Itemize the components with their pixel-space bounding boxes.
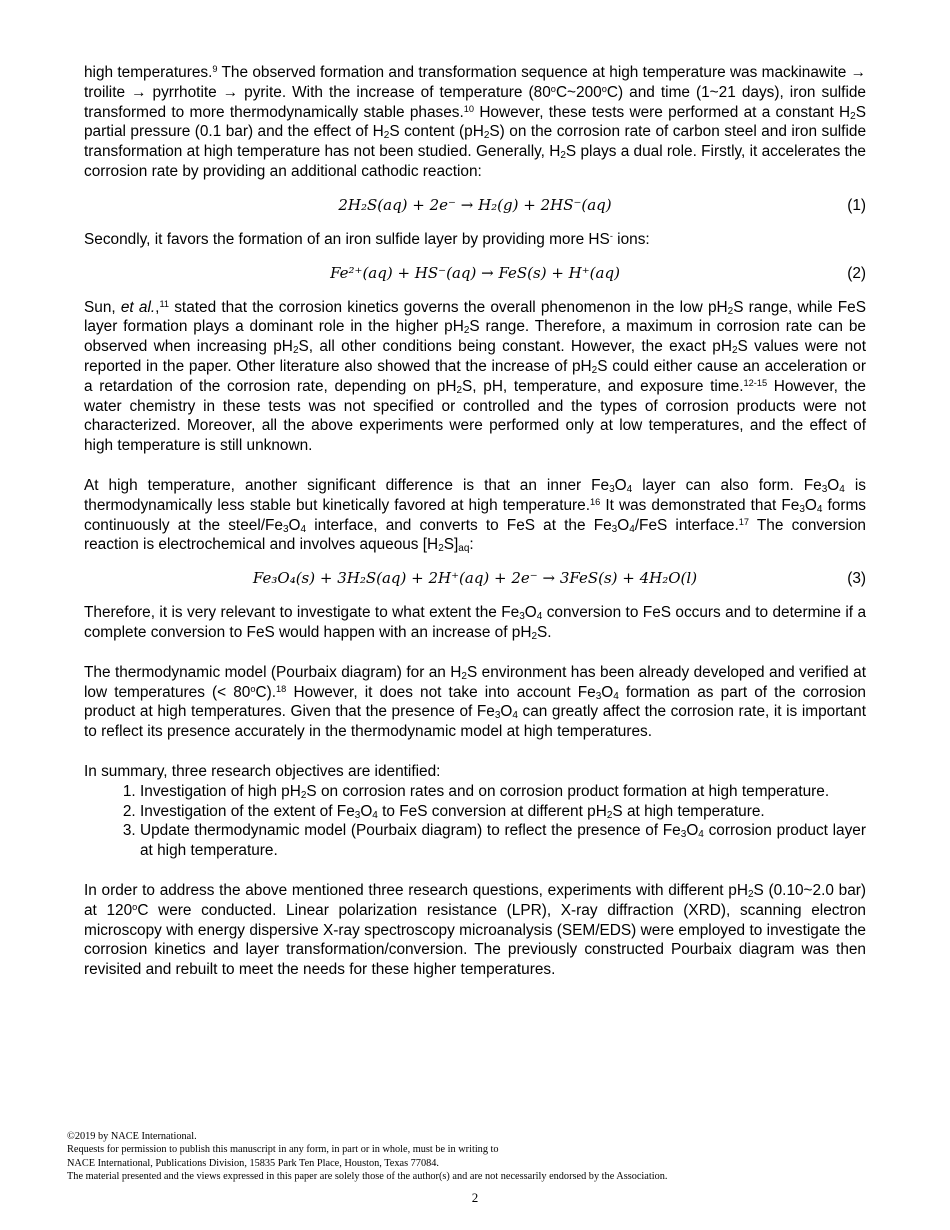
text: O: [360, 802, 373, 820]
degree: o: [601, 83, 607, 94]
text: S range, while FeS layer formation plays a dominant role in the higher pH: [84, 298, 867, 336]
text: S values were not reported in the paper. Other literature also showed that the increase of pH: [84, 338, 867, 375]
text: However, it does not take into account Fe: [286, 683, 596, 701]
text: S content (pH: [389, 123, 484, 141]
subscript: 4: [512, 710, 518, 722]
equation-number: (1): [847, 196, 866, 214]
text: The conversion reaction is electrochemical and involves aqueous [H: [84, 516, 866, 554]
subscript: 3: [680, 829, 687, 841]
paragraph-8: [84, 881, 866, 980]
text: C).: [255, 683, 277, 701]
text: S) on the corrosion rate of carbon steel and iron sulfide transformation at high temperature has not been studied. Generally, H: [84, 123, 866, 161]
citation: 10: [463, 103, 475, 114]
text: S, all other conditions being constant. However, the exact pH: [298, 338, 732, 356]
text: :: [469, 536, 474, 554]
subscript: 3: [354, 809, 361, 821]
text: interface, and converts to FeS at the Fe: [306, 516, 612, 534]
text: formation as part of the corrosion product at high temperatures. Given that the presence of Fe: [84, 683, 866, 721]
footer-line: NACE International, Publications Division, 15835 Park Ten Place, Houston, Texas 77084.: [67, 1157, 439, 1169]
subscript: 2: [292, 345, 299, 357]
list-item: [140, 782, 866, 802]
text: In summary, three research objectives are identified:: [84, 762, 441, 780]
citation: 9: [212, 63, 218, 74]
text: However, the water chemistry in these tests was not specified or controlled and the types of corrosion products were not characterized. Moreover, all the above experiments were performed only at low temperatures, and the effect of high temperature is still unknown.: [84, 377, 866, 455]
subscript: 3: [519, 611, 525, 623]
text-italic: et al.: [120, 298, 156, 316]
citation: 16: [590, 496, 601, 507]
paragraph-4: [84, 476, 866, 555]
text: O: [500, 703, 513, 721]
text: Therefore, it is very relevant to investigate to what extent the Fe: [84, 604, 520, 622]
subscript: 2: [731, 345, 738, 357]
equation-1: [84, 196, 866, 216]
subscript: 3: [282, 523, 289, 535]
text: S could either cause an acceleration or a retardation of the corrosion rate, depending on pH: [84, 357, 866, 395]
text: O: [614, 476, 627, 494]
subscript: 2: [606, 809, 613, 821]
subscript: 2: [483, 130, 490, 142]
text: O: [617, 516, 630, 534]
text: C~200: [555, 83, 602, 101]
text: Investigation of high pH: [140, 782, 301, 800]
equation-text: Fe₃O₄(s) + 3H₂S(aq) + 2H⁺(aq) + 2e⁻ → 3FeS(s) + 4H₂O(l): [252, 569, 698, 588]
text: S.: [537, 623, 552, 641]
subscript: 2: [456, 384, 463, 396]
citation: 18: [276, 683, 287, 694]
equation-number: (3): [847, 570, 866, 588]
text: ,: [155, 298, 160, 316]
subscript: 4: [629, 523, 635, 535]
text: O: [827, 476, 840, 494]
subscript: 4: [626, 483, 633, 495]
equation-2: [84, 264, 866, 284]
text: O: [804, 496, 817, 514]
text: O: [288, 516, 301, 534]
subscript: 3: [799, 503, 805, 515]
text: Update thermodynamic model (Pourbaix diagram) to reflect the presence of Fe: [140, 822, 681, 840]
subscript: 2: [463, 325, 470, 337]
subscript: 2: [438, 543, 444, 555]
equation-number: (2): [847, 264, 866, 282]
citation: 12-15: [743, 377, 768, 388]
subscript: 4: [839, 483, 845, 495]
document-body: [84, 63, 866, 980]
paragraph-3: [84, 298, 866, 456]
objectives-list: [84, 782, 866, 861]
paragraph-6: [84, 663, 866, 742]
degree: o: [250, 683, 256, 694]
subscript: 3: [611, 523, 618, 535]
text: stated that the corrosion kinetics governs the overall phenomenon in the low pH: [169, 298, 728, 316]
text: conversion to FeS occurs and to determine if a complete conversion to FeS would happen with an increase of pH: [84, 604, 867, 641]
text: S environment has been already developed and verified at low temperatures (< 80: [84, 663, 867, 701]
citation: 11: [159, 298, 170, 309]
text: The thermodynamic model (Pourbaix diagram) for an H: [84, 663, 462, 681]
subscript: 3: [595, 690, 602, 702]
subscript: 2: [747, 888, 754, 900]
text: can greatly affect the corrosion rate, it is important to reflect its presence accurately in the thermodynamic model at high temperatures.: [84, 703, 866, 741]
page-number: 2: [471, 1190, 479, 1205]
text: In order to address the above mentioned three research questions, experiments with different pH: [84, 881, 748, 899]
subscript: 2: [461, 670, 467, 682]
equation-text: 2H₂S(aq) + 2e⁻ → H₂(g) + 2HS⁻(aq): [338, 195, 612, 214]
subscript: 4: [372, 809, 378, 821]
text: However, these tests were performed at a constant H: [474, 103, 851, 121]
text: The observed formation and transformation sequence at high temperature was mackinawite → troilite → pyrrhotite → pyrite. With the increase of temperature (80: [84, 64, 866, 101]
paragraph-5: [84, 603, 866, 643]
text: S at high temperature.: [612, 802, 765, 820]
subscript: 2: [300, 789, 307, 801]
subscript: 4: [698, 829, 704, 841]
text: S (0.10~2.0 bar) at 120: [84, 881, 867, 919]
text: /FeS interface.: [634, 516, 739, 534]
footer-line: The material presented and the views expressed in this paper are solely those of the author(s) and are not necessarily endorsed by the Association.: [67, 1171, 668, 1183]
text: S, pH, temperature, and exposure time.: [462, 377, 744, 395]
subscript: 2: [560, 150, 566, 162]
list-item: [140, 802, 866, 822]
text: ions:: [612, 230, 650, 248]
footer-line: Requests for permission to publish this manuscript in any form, in part or in whole, must be in writing to: [67, 1144, 499, 1156]
text: to FeS conversion at different pH: [377, 802, 607, 820]
copyright-footer: [67, 1130, 667, 1184]
superscript: -: [609, 230, 613, 241]
text: It was demonstrated that Fe: [600, 496, 800, 514]
text: Secondly, it favors the formation of an iron sulfide layer by providing more HS: [84, 230, 610, 248]
citation: 17: [738, 516, 750, 527]
text: layer can also form. Fe: [632, 476, 822, 494]
text: S range. Therefore, a maximum in corrosion rate can be observed when increasing pH: [84, 318, 866, 356]
subscript: 4: [613, 690, 619, 702]
equation-text: Fe²⁺(aq) + HS⁻(aq) → FeS(s) + H⁺(aq): [330, 263, 620, 282]
text: C were conducted. Linear polarization resistance (LPR), X-ray diffraction (XRD), scanning electron microscopy with energy dispersive X-ray spectroscopy microanalysis (SEM/EDS) were employed to investigate the corrosion kinetics and layer transformation/conversion. The previously constructed Pourbaix diagram was then revisited and rebuilt to meet the needs for these higher temperatures.: [84, 901, 866, 979]
subscript: 2: [591, 364, 598, 376]
text: S]: [443, 536, 459, 554]
subscript: 2: [383, 130, 390, 142]
text: is thermodynamically less stable but kinetically favored at high temperature.: [84, 476, 866, 514]
subscript: 3: [821, 483, 828, 495]
footer-line: ©2019 by NACE International.: [67, 1131, 197, 1142]
text: At high temperature, another significant difference is that an inner Fe: [84, 476, 610, 494]
subscript: 2: [727, 305, 734, 317]
subscript: 3: [494, 710, 501, 722]
paragraph-7: [84, 762, 866, 782]
text: corrosion product layer at high temperature.: [140, 822, 866, 860]
subscript: 2: [850, 110, 856, 122]
subscript: 3: [609, 483, 615, 495]
text: O: [686, 822, 699, 840]
subscript: 4: [536, 611, 543, 623]
equation-3: [84, 569, 866, 589]
subscript: 4: [816, 503, 823, 515]
text: Sun,: [84, 298, 121, 316]
text: C) and time (1~21 days), iron sulfide transformed to more thermodynamically stable phases.: [84, 83, 866, 121]
subscript: aq: [458, 543, 470, 555]
text: S plays a dual role. Firstly, it accelerates the corrosion rate by providing an additional cathodic reaction:: [84, 143, 866, 180]
text: O: [524, 604, 537, 622]
text: O: [601, 683, 614, 701]
subscript: 2: [531, 630, 538, 642]
text: Investigation of the extent of Fe: [140, 802, 355, 820]
degree: o: [132, 901, 138, 912]
paragraph-1: [84, 63, 866, 182]
subscript: 4: [300, 523, 307, 535]
list-item: [140, 821, 866, 861]
degree: o: [550, 83, 556, 94]
text: forms continuously at the steel/Fe: [84, 496, 866, 534]
text: high temperatures.: [84, 64, 213, 81]
text: S on corrosion rates and on corrosion product formation at high temperature.: [306, 782, 830, 800]
text: S partial pressure (0.1 bar) and the effect of H: [84, 103, 866, 141]
paragraph-2: [84, 230, 866, 250]
